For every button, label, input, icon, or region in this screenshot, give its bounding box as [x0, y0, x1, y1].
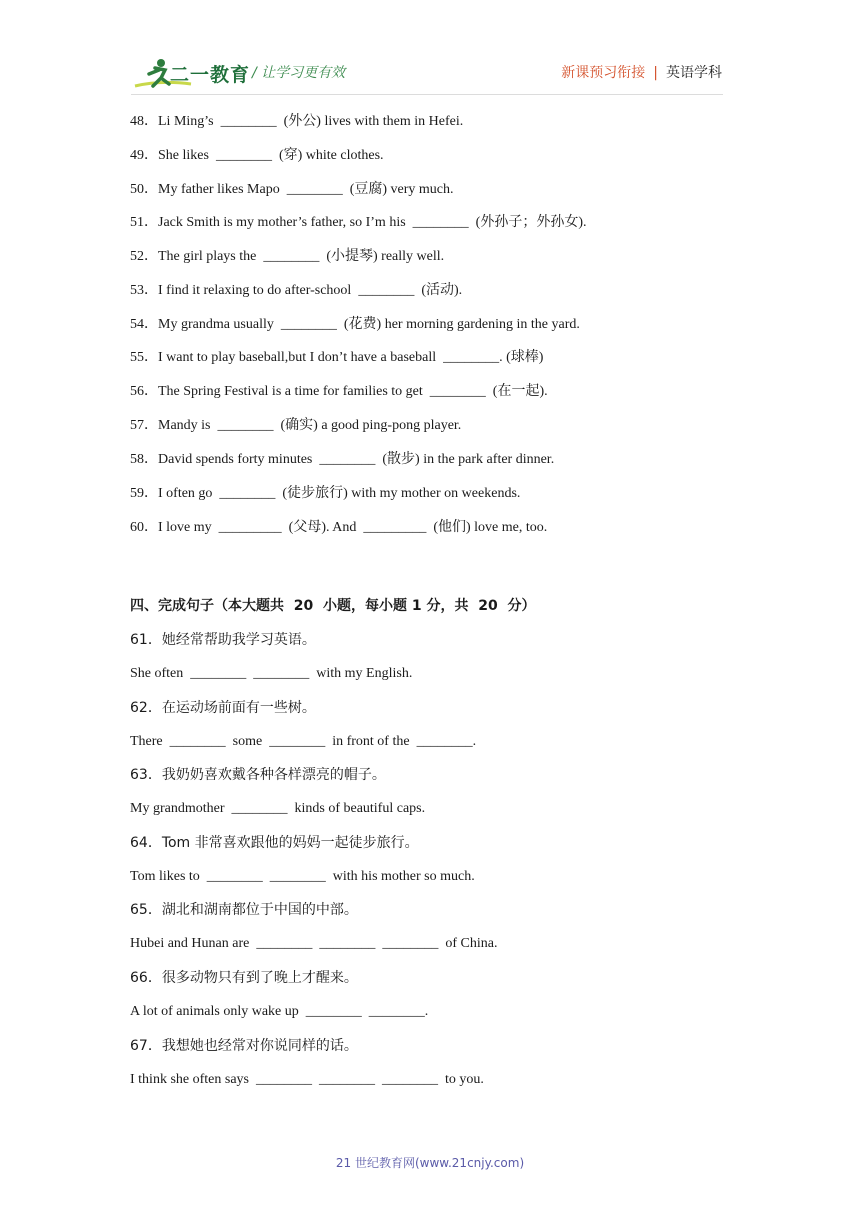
- question-58: 58．David spends forty minutes ________ (散步) in the park after dinner.: [130, 452, 555, 467]
- question-48: 48．Li Ming’s ________ (外公) lives with them in Hefei.: [130, 114, 464, 129]
- question-66-answer: A lot of animals only wake up ________ ________.: [130, 1004, 429, 1019]
- question-63-answer: My grandmother ________ kinds of beautiful caps.: [130, 801, 426, 816]
- question-64-answer: Tom likes to ________ ________ with his mother so much.: [130, 869, 475, 884]
- question-65-prompt: 65．湖北和湖南都位于中国的中部。: [130, 902, 358, 918]
- question-57: 57．Mandy is ________ (确实) a good ping-pong player.: [130, 418, 462, 433]
- section-heading: 四、完成句子（本大题共 20 小题，每小题 1 分，共 20 分）: [130, 598, 536, 614]
- question-65-answer: Hubei and Hunan are ________ ________ ________ of China.: [130, 936, 498, 951]
- question-54: 54．My grandma usually ________ (花费) her morning gardening in the yard.: [130, 317, 580, 332]
- question-52: 52．The girl plays the ________ (小提琴) really well.: [130, 249, 445, 264]
- question-53: 53．I find it relaxing to do after-school ________ (活动).: [130, 283, 463, 298]
- question-50: 50．My father likes Mapo ________ (豆腐) very much.: [130, 182, 454, 197]
- question-49: 49．She likes ________ (穿) white clothes.: [130, 148, 384, 163]
- page-footer: 21 世纪教育网(www.21cnjy.com): [335, 1156, 525, 1170]
- logo-text: 二一教育: [170, 65, 251, 86]
- question-67-answer: I think she often says ________ ________ ________ to you.: [130, 1072, 484, 1087]
- question-64-prompt: 64．Tom 非常喜欢跟他的妈妈一起徒步旅行。: [130, 835, 419, 851]
- slogan: / 让学习更有效: [252, 65, 346, 81]
- question-67-prompt: 67．我想她也经常对你说同样的话。: [130, 1038, 358, 1054]
- question-56: 56．The Spring Festival is a time for families to get ________ (在一起).: [130, 384, 548, 399]
- question-61-prompt: 61．她经常帮助我学习英语。: [130, 632, 316, 648]
- question-51: 51．Jack Smith is my mother’s father, so I’m his ________ (外孙子；外孙女).: [130, 215, 587, 230]
- question-59: 59．I often go ________ (徒步旅行) with my mother on weekends.: [130, 486, 521, 501]
- question-60: 60．I love my _________ (父母). And _________ (他们) love me, too.: [130, 520, 548, 535]
- subject-label: 英语学科: [666, 65, 722, 81]
- question-62-prompt: 62．在运动场前面有一些树。: [130, 700, 316, 716]
- header-separator: |: [653, 65, 658, 81]
- question-61-answer: She often ________ ________ with my English.: [130, 666, 413, 681]
- question-62-answer: There ________ some ________ in front of the ________.: [130, 734, 477, 749]
- header-right: [561, 62, 722, 82]
- header-divider: [131, 94, 723, 95]
- question-55: 55．I want to play baseball,but I don’t have a baseball ________. (球棒): [130, 350, 544, 365]
- course-label: 新课预习衔接: [561, 65, 646, 81]
- question-63-prompt: 63．我奶奶喜欢戴各种各样漂亮的帽子。: [130, 767, 386, 783]
- page-header: [0, 0, 860, 100]
- question-66-prompt: 66．很多动物只有到了晚上才醒来。: [130, 970, 358, 986]
